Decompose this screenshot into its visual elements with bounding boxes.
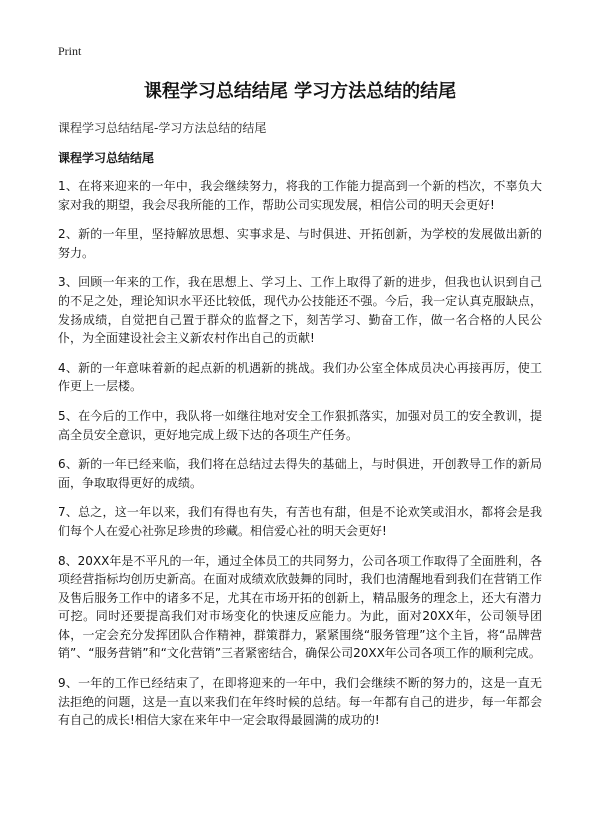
paragraph-1: 1、在将来迎来的一年中，我会继续努力，将我的工作能力提高到一个新的档次，不辜负大家对我的期望，我会尽我所能的工作，帮助公司实现发展，相信公司的明天会更好! [58, 179, 542, 212]
paragraph-4: 4、新的一年意味着新的起点新的机遇新的挑战。我们办公室全体成员决心再接再厉，使工作更上一层楼。 [58, 360, 542, 394]
article-content [58, 177, 542, 741]
page-title: 课程学习总结结尾 学习方法总结的结尾 [143, 81, 457, 102]
paragraph-5: 5、在今后的工作中，我队将一如继往地对安全工作狠抓落实，加强对员工的安全教训，提高全员安全意识，更好地完成上级下达的各项生产任务。 [58, 408, 542, 442]
paragraph-2: 2、新的一年里，坚持解放思想、实事求是、与时俱进、开拓创新，为学校的发展做出新的努力。 [58, 227, 542, 260]
paragraph-7: 7、总之，这一年以来，我们有得也有失，有苦也有甜，但是不论欢笑或泪水，都将会是我们每个人在爱心社弥足珍贵的珍藏。相信爱心社的明天会更好! [58, 505, 542, 538]
print-label: Print [58, 44, 82, 58]
page-subtitle: 课程学习总结结尾-学习方法总结的结尾 [58, 121, 267, 135]
paragraph-3: 3、回顾一年来的工作，我在思想上、学习上、工作上取得了新的进步，但我也认识到自己的不足之处，理论知识水平还比较低，现代办公技能还不强。今后，我一定认真克服缺点，发扬成绩，自觉把自己置于群众的监督之下，刻苦学习、勤奋工作，做一名合格的人民公仆，为全面建设社会主义新农村作出自己的贡献! [58, 275, 542, 346]
paragraph-9: 9、一年的工作已经结束了，在即将迎来的一年中，我们会继续不断的努力的，这是一直无法拒绝的问题，这是一直以来我们在年终时候的总结。每一年都有自己的进步，每一年都会有自己的成长!相信大家在来年中一定会取得最圆满的成功的! [58, 676, 542, 728]
section-heading: 课程学习总结结尾 [58, 151, 155, 165]
paragraph-8: 8、20XX年是不平凡的一年，通过全体员工的共同努力，公司各项工作取得了全面胜利，各项经营指标均创历史新高。在面对成绩欢欣鼓舞的同时，我们也清醒地看到我们在营销工作及售后服务工作中的诸多不足，尤其在市场开拓的创新上，精品服务的理念上，还大有潜力可挖。同时还要提高我们对市场变化的快速反应能力。为此，面对20XX年，公司领导团体，一定会充分发挥团队合作精神，群策群力，紧紧围绕“服务管理”这个主旨，将“品牌营销”、“服务营销”和“文化营销”三者紧密结合，确保公司20XX年公司各项工作的顺利完成。 [58, 553, 542, 661]
paragraph-6: 6、新的一年已经来临，我们将在总结过去得失的基础上，与时俱进，开创教导工作的新局面，争取取得更好的成绩。 [58, 457, 542, 490]
